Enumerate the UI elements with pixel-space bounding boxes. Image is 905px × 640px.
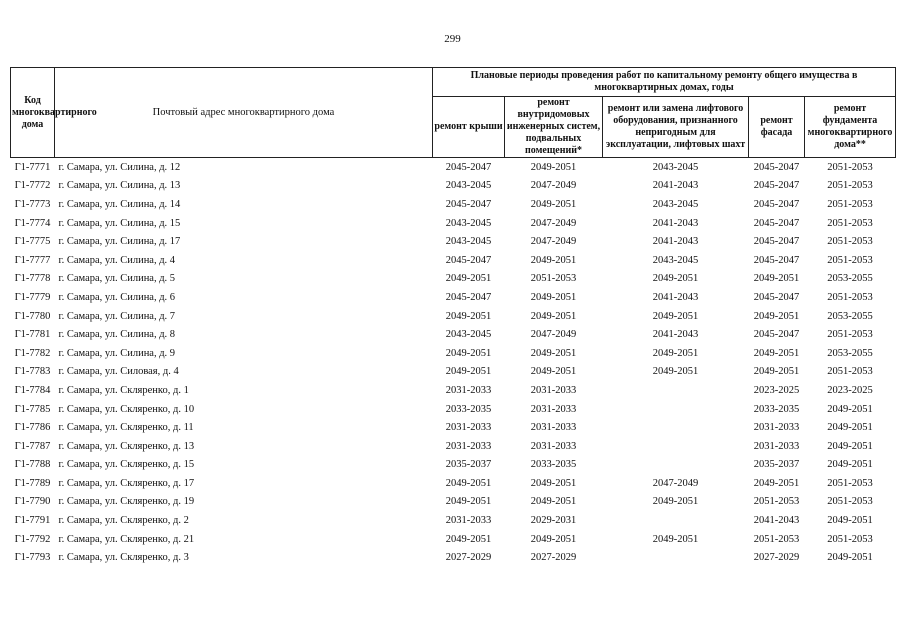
roof-period: 2049-2051 <box>445 496 492 508</box>
facade-period: 2049-2051 <box>753 273 800 285</box>
header-roof: ремонт крыши <box>433 97 505 158</box>
facade-period: 2035-2037 <box>753 459 800 471</box>
lift-period: 2049-2051 <box>652 347 699 359</box>
lift-period: 2049-2051 <box>652 496 699 508</box>
systems-period: 2049-2051 <box>530 347 577 359</box>
lift-period: 2049-2051 <box>652 310 699 322</box>
foundation-period: 2051-2053 <box>827 236 873 248</box>
lift-period: 2041-2043 <box>652 291 699 303</box>
house-code: Г1-7778 <box>14 273 51 285</box>
house-code: Г1-7786 <box>14 422 51 434</box>
lift-period <box>603 548 749 567</box>
facade-period: 2049-2051 <box>753 366 800 378</box>
systems-period: 2031-2033 <box>530 384 577 396</box>
table-row <box>11 251 896 270</box>
table-row <box>11 400 896 419</box>
house-code: Г1-7777 <box>14 254 51 266</box>
facade-period: 2027-2029 <box>753 552 800 564</box>
table-row <box>11 493 896 512</box>
foundation-period: 2051-2053 <box>827 366 873 378</box>
page-number: 299 <box>444 33 461 45</box>
systems-period: 2047-2049 <box>530 217 577 229</box>
house-address: г. Самара, ул. Силина, д. 12 <box>58 161 181 173</box>
facade-period: 2049-2051 <box>753 310 800 322</box>
house-address: г. Самара, ул. Скляренко, д. 10 <box>58 403 195 415</box>
header-code: Код многоквартирного дома <box>11 68 55 158</box>
systems-period: 2027-2029 <box>530 552 577 564</box>
foundation-period: 2051-2053 <box>827 496 873 508</box>
roof-period: 2049-2051 <box>445 310 492 322</box>
systems-period: 2049-2051 <box>530 477 577 489</box>
foundation-period: 2049-2051 <box>827 440 873 452</box>
foundation-period: 2051-2053 <box>827 533 873 545</box>
house-code: Г1-7790 <box>14 496 51 508</box>
roof-period: 2049-2051 <box>445 347 492 359</box>
facade-period: 2045-2047 <box>753 198 800 210</box>
house-address: г. Самара, ул. Силина, д. 17 <box>58 236 181 248</box>
table-row <box>11 456 896 475</box>
house-address: г. Самара, ул. Силина, д. 5 <box>58 273 176 285</box>
header-systems: ремонт внутридомовых инженерных систем, подвальных помещений* <box>505 97 603 158</box>
systems-period: 2049-2051 <box>530 366 577 378</box>
table-row <box>11 437 896 456</box>
repair-schedule-table <box>10 67 896 567</box>
systems-period: 2049-2051 <box>530 161 577 173</box>
facade-period: 2045-2047 <box>753 236 800 248</box>
lift-period: 2049-2051 <box>652 366 699 378</box>
lift-period: 2043-2045 <box>652 161 699 173</box>
facade-period: 2051-2053 <box>753 533 800 545</box>
foundation-period: 2049-2051 <box>827 459 873 471</box>
systems-period: 2051-2053 <box>530 273 577 285</box>
lift-period: 2041-2043 <box>652 329 699 341</box>
roof-period: 2049-2051 <box>445 366 492 378</box>
house-code: Г1-7792 <box>14 533 51 545</box>
roof-period: 2045-2047 <box>445 198 492 210</box>
roof-period: 2031-2033 <box>445 515 492 527</box>
house-code: Г1-7775 <box>14 236 51 248</box>
foundation-period: 2023-2025 <box>827 384 873 396</box>
roof-period: 2027-2029 <box>445 552 492 564</box>
house-code: Г1-7785 <box>14 403 51 415</box>
table-row <box>11 363 896 382</box>
header-periods-group: Плановые периоды проведения работ по капитальному ремонту общего имущества в многоквартирных домах, годы <box>433 68 896 97</box>
roof-period: 2045-2047 <box>445 291 492 303</box>
house-code: Г1-7783 <box>14 366 51 378</box>
table-row <box>11 307 896 326</box>
systems-period: 2049-2051 <box>530 291 577 303</box>
roof-period: 2043-2045 <box>445 180 492 192</box>
house-address: г. Самара, ул. Скляренко, д. 13 <box>58 440 195 452</box>
facade-period: 2045-2047 <box>753 291 800 303</box>
house-code: Г1-7782 <box>14 347 51 359</box>
foundation-period: 2053-2055 <box>827 347 873 359</box>
roof-period: 2031-2033 <box>445 422 492 434</box>
foundation-period: 2049-2051 <box>827 552 873 564</box>
house-address: г. Самара, ул. Силина, д. 7 <box>58 310 176 322</box>
lift-period <box>603 456 749 475</box>
house-address: г. Самара, ул. Силовая, д. 4 <box>58 366 179 378</box>
table-row <box>11 548 896 567</box>
roof-period: 2045-2047 <box>445 254 492 266</box>
systems-period: 2047-2049 <box>530 329 577 341</box>
systems-period: 2047-2049 <box>530 180 577 192</box>
facade-period: 2023-2025 <box>753 384 800 396</box>
roof-period: 2035-2037 <box>445 459 492 471</box>
house-address: г. Самара, ул. Силина, д. 13 <box>58 180 181 192</box>
roof-period: 2043-2045 <box>445 236 492 248</box>
roof-period: 2049-2051 <box>445 533 492 545</box>
systems-period: 2049-2051 <box>530 254 577 266</box>
house-address: г. Самара, ул. Скляренко, д. 21 <box>58 533 195 545</box>
house-address: г. Самара, ул. Силина, д. 14 <box>58 198 181 210</box>
table-row <box>11 511 896 530</box>
house-code: Г1-7781 <box>14 329 51 341</box>
header-facade: ремонт фасада <box>749 97 805 158</box>
lift-period <box>603 511 749 530</box>
lift-period <box>603 400 749 419</box>
roof-period: 2049-2051 <box>445 477 492 489</box>
house-address: г. Самара, ул. Скляренко, д. 2 <box>58 515 189 527</box>
house-code: Г1-7784 <box>14 384 51 396</box>
roof-period: 2033-2035 <box>445 403 492 415</box>
facade-period: 2049-2051 <box>753 477 800 489</box>
header-lift: ремонт или замена лифтового оборудования, признанного непригодным для эксплуатации, лифтовых шахт <box>603 97 749 158</box>
systems-period: 2049-2051 <box>530 496 577 508</box>
house-address: г. Самара, ул. Скляренко, д. 1 <box>58 384 189 396</box>
table-row <box>11 344 896 363</box>
house-address: г. Самара, ул. Скляренко, д. 3 <box>58 552 189 564</box>
systems-period: 2049-2051 <box>530 198 577 210</box>
lift-period: 2049-2051 <box>652 533 699 545</box>
house-address: г. Самара, ул. Силина, д. 9 <box>58 347 176 359</box>
foundation-period: 2051-2053 <box>827 180 873 192</box>
facade-period: 2045-2047 <box>753 329 800 341</box>
facade-period: 2033-2035 <box>753 403 800 415</box>
lift-period: 2041-2043 <box>652 180 699 192</box>
roof-period: 2031-2033 <box>445 440 492 452</box>
house-code: Г1-7793 <box>14 552 51 564</box>
table-row <box>11 474 896 493</box>
roof-period: 2049-2051 <box>445 273 492 285</box>
table-row <box>11 325 896 344</box>
house-address: г. Самара, ул. Скляренко, д. 19 <box>58 496 195 508</box>
foundation-period: 2051-2053 <box>827 161 873 173</box>
lift-period: 2041-2043 <box>652 236 699 248</box>
facade-period: 2051-2053 <box>753 496 800 508</box>
facade-period: 2045-2047 <box>753 161 800 173</box>
systems-period: 2047-2049 <box>530 236 577 248</box>
house-code: Г1-7780 <box>14 310 51 322</box>
facade-period: 2031-2033 <box>753 440 800 452</box>
lift-period <box>603 437 749 456</box>
house-address: г. Самара, ул. Силина, д. 15 <box>58 217 181 229</box>
facade-period: 2045-2047 <box>753 217 800 229</box>
table-row <box>11 214 896 233</box>
house-code: Г1-7789 <box>14 477 51 489</box>
house-address: г. Самара, ул. Скляренко, д. 15 <box>58 459 195 471</box>
foundation-period: 2049-2051 <box>827 422 873 434</box>
house-address: г. Самара, ул. Силина, д. 8 <box>58 329 176 341</box>
header-foundation: ремонт фундамента многоквартирного дома** <box>805 97 896 158</box>
facade-period: 2045-2047 <box>753 254 800 266</box>
foundation-period: 2051-2053 <box>827 254 873 266</box>
lift-period: 2041-2043 <box>652 217 699 229</box>
house-address: г. Самара, ул. Силина, д. 4 <box>58 254 176 266</box>
facade-period: 2031-2033 <box>753 422 800 434</box>
systems-period: 2031-2033 <box>530 440 577 452</box>
foundation-period: 2049-2051 <box>827 403 873 415</box>
roof-period: 2043-2045 <box>445 329 492 341</box>
house-code: Г1-7773 <box>14 198 51 210</box>
table-row <box>11 232 896 251</box>
foundation-period: 2053-2055 <box>827 273 873 285</box>
systems-period: 2029-2031 <box>530 515 577 527</box>
facade-period: 2045-2047 <box>753 180 800 192</box>
foundation-period: 2051-2053 <box>827 198 873 210</box>
table-row <box>11 530 896 549</box>
foundation-period: 2051-2053 <box>827 217 873 229</box>
house-code: Г1-7772 <box>14 180 51 192</box>
facade-period: 2049-2051 <box>753 347 800 359</box>
house-code: Г1-7779 <box>14 291 51 303</box>
house-code: Г1-7787 <box>14 440 51 452</box>
foundation-period: 2053-2055 <box>827 310 873 322</box>
lift-period <box>603 418 749 437</box>
systems-period: 2031-2033 <box>530 403 577 415</box>
foundation-period: 2051-2053 <box>827 291 873 303</box>
house-code: Г1-7788 <box>14 459 51 471</box>
foundation-period: 2051-2053 <box>827 477 873 489</box>
table-body <box>11 158 896 568</box>
lift-period: 2043-2045 <box>652 198 699 210</box>
lift-period <box>603 381 749 400</box>
table-row <box>11 158 896 177</box>
systems-period: 2033-2035 <box>530 459 577 471</box>
roof-period: 2045-2047 <box>445 161 492 173</box>
roof-period: 2043-2045 <box>445 217 492 229</box>
systems-period: 2049-2051 <box>530 533 577 545</box>
table-row <box>11 418 896 437</box>
table-row <box>11 270 896 289</box>
house-address: г. Самара, ул. Скляренко, д. 17 <box>58 477 195 489</box>
house-code: Г1-7774 <box>14 217 51 229</box>
facade-period: 2041-2043 <box>753 515 800 527</box>
foundation-period: 2051-2053 <box>827 329 873 341</box>
lift-period: 2049-2051 <box>652 273 699 285</box>
house-code: Г1-7771 <box>14 161 51 173</box>
table-row <box>11 288 896 307</box>
house-code: Г1-7791 <box>14 515 51 527</box>
house-address: г. Самара, ул. Силина, д. 6 <box>58 291 176 303</box>
systems-period: 2049-2051 <box>530 310 577 322</box>
systems-period: 2031-2033 <box>530 422 577 434</box>
table-row <box>11 381 896 400</box>
lift-period: 2047-2049 <box>652 477 699 489</box>
roof-period: 2031-2033 <box>445 384 492 396</box>
table-row <box>11 195 896 214</box>
house-address: г. Самара, ул. Скляренко, д. 11 <box>58 422 194 434</box>
lift-period: 2043-2045 <box>652 254 699 266</box>
header-address: Почтовый адрес многоквартирного дома <box>55 68 433 158</box>
table-row <box>11 177 896 196</box>
foundation-period: 2049-2051 <box>827 515 873 527</box>
